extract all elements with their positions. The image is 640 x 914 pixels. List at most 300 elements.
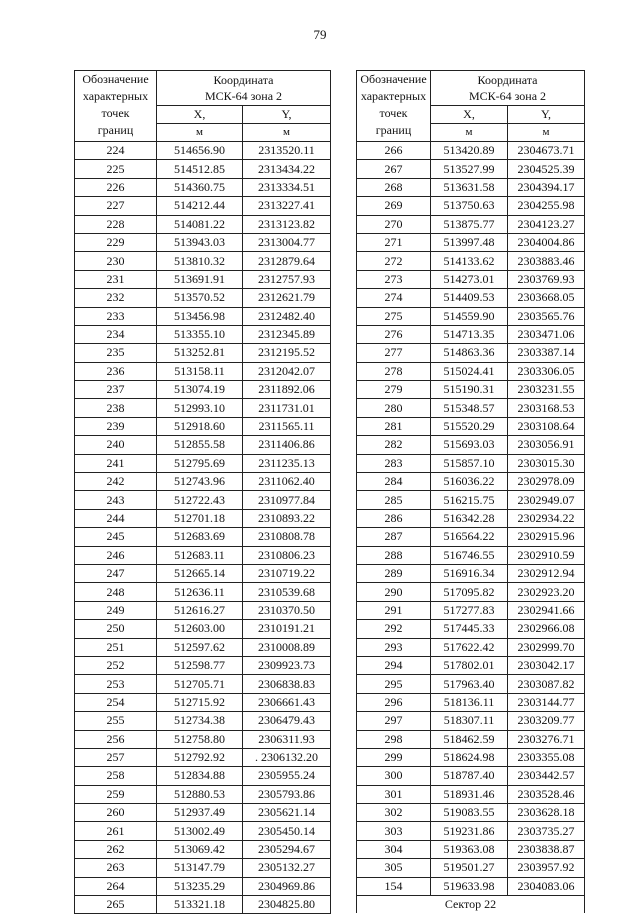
y-coordinate-cell: 2310370.50 [243,601,331,619]
y-coordinate-cell: 2304394.17 [508,178,585,196]
point-id-cell: 246 [75,546,157,564]
x-coordinate-cell: 518787.40 [431,767,508,785]
x-coordinate-cell: 513321.18 [157,896,243,914]
x-axis-header: X, [431,106,508,124]
table-row [357,638,585,656]
point-id-cell: 228 [75,215,157,233]
point-id-cell: 287 [357,528,431,546]
x-coordinate-cell: 519633.98 [431,877,508,895]
table-row [357,509,585,527]
table-row [357,564,585,582]
point-id-cell: 225 [75,160,157,178]
x-coordinate-cell: 512792.92 [157,748,243,766]
table-row [75,270,331,288]
point-id-cell: 262 [75,840,157,858]
x-coordinate-cell: 515520.29 [431,417,508,435]
x-coordinate-cell: 512597.62 [157,638,243,656]
x-coordinate-cell: 513527.99 [431,160,508,178]
x-coordinate-cell: 513691.91 [157,270,243,288]
point-id-cell: 248 [75,583,157,601]
x-coordinate-cell: 512855.58 [157,436,243,454]
table-row [357,252,585,270]
point-id-cell: 270 [357,215,431,233]
x-coordinate-cell: 512598.77 [157,656,243,674]
y-unit-header: м [508,124,585,142]
x-unit-header: м [157,124,243,142]
table-row [75,381,331,399]
table-row [75,252,331,270]
table-row [75,142,331,160]
table-row [75,491,331,509]
y-coordinate-cell: 2313004.77 [243,233,331,251]
table-row [75,804,331,822]
point-id-cell: 265 [75,896,157,914]
y-coordinate-cell: 2310893.22 [243,509,331,527]
table-row [75,840,331,858]
table-row [357,693,585,711]
point-label-header [357,71,431,142]
table-row [75,307,331,325]
y-coordinate-cell: 2304083.06 [508,877,585,895]
table-row [357,270,585,288]
y-coordinate-cell: 2312757.93 [243,270,331,288]
point-id-cell: 237 [75,381,157,399]
x-coordinate-cell: 517802.01 [431,656,508,674]
table-row [75,693,331,711]
y-coordinate-cell: 2312042.07 [243,362,331,380]
y-coordinate-cell: 2304004.86 [508,233,585,251]
y-coordinate-cell: 2302912.94 [508,564,585,582]
table-row [75,583,331,601]
x-coordinate-cell: 518462.59 [431,730,508,748]
x-coordinate-cell: 512705.71 [157,675,243,693]
table-row [357,620,585,638]
point-id-cell: 249 [75,601,157,619]
table-row [75,859,331,877]
y-coordinate-cell: 2305793.86 [243,785,331,803]
y-coordinate-cell: 2311892.06 [243,381,331,399]
sector-caption-row [357,896,585,914]
x-coordinate-cell: 513750.63 [431,197,508,215]
table-row [357,785,585,803]
x-coordinate-cell: 512743.96 [157,473,243,491]
y-coordinate-cell: 2305621.14 [243,804,331,822]
x-coordinate-cell: 517445.33 [431,620,508,638]
point-id-cell: 277 [357,344,431,362]
coordinate-header-line2: МСК-64 зона 2 [468,89,547,103]
coordinate-header-line2: МСК-64 зона 2 [204,89,283,103]
table-row [357,178,585,196]
table-row [75,362,331,380]
table-row [75,638,331,656]
table-row [357,362,585,380]
y-coordinate-cell: 2313227.41 [243,197,331,215]
table-row [75,509,331,527]
y-coordinate-cell: 2305132.27 [243,859,331,877]
x-coordinate-cell: 519501.27 [431,859,508,877]
y-coordinate-cell: 2303957.92 [508,859,585,877]
y-coordinate-cell: 2305294.67 [243,840,331,858]
table-row [75,160,331,178]
table-row [357,473,585,491]
table-row [75,675,331,693]
point-id-cell: 239 [75,417,157,435]
table-row [357,289,585,307]
point-id-cell: 256 [75,730,157,748]
y-coordinate-cell: 2303108.64 [508,417,585,435]
y-coordinate-cell: 2303471.06 [508,325,585,343]
y-coordinate-cell: 2303387.14 [508,344,585,362]
point-id-cell: 300 [357,767,431,785]
table-row [357,730,585,748]
x-coordinate-cell: 514212.44 [157,197,243,215]
table-row [357,233,585,251]
y-coordinate-cell: 2306838.83 [243,675,331,693]
x-coordinate-cell: 512683.11 [157,546,243,564]
point-id-cell: 226 [75,178,157,196]
x-coordinate-cell: 514081.22 [157,215,243,233]
point-id-cell: 295 [357,675,431,693]
x-coordinate-cell: 514512.85 [157,160,243,178]
x-coordinate-cell: 518307.11 [431,712,508,730]
point-label-line1: Обозначение [82,72,149,86]
y-axis-header: Y, [243,106,331,124]
x-coordinate-cell: 512795.69 [157,454,243,472]
y-coordinate-cell: 2303087.82 [508,675,585,693]
x-coordinate-cell: 515024.41 [431,362,508,380]
x-coordinate-cell: 512616.27 [157,601,243,619]
x-coordinate-cell: 512603.00 [157,620,243,638]
y-coordinate-cell: 2305450.14 [243,822,331,840]
y-coordinate-cell: 2313434.22 [243,160,331,178]
y-coordinate-cell: 2304825.80 [243,896,331,914]
y-coordinate-cell: 2310806.23 [243,546,331,564]
y-coordinate-cell: 2302949.07 [508,491,585,509]
x-coordinate-cell: 513069.42 [157,840,243,858]
point-id-cell: 268 [357,178,431,196]
coordinate-header [431,71,585,106]
point-id-cell: 269 [357,197,431,215]
x-coordinate-cell: 518136.11 [431,693,508,711]
point-id-cell: 243 [75,491,157,509]
point-id-cell: 291 [357,601,431,619]
x-coordinate-cell: 518931.46 [431,785,508,803]
y-coordinate-cell: 2303231.55 [508,381,585,399]
x-coordinate-cell: 515693.03 [431,436,508,454]
point-id-cell: 251 [75,638,157,656]
y-coordinate-cell: 2303883.46 [508,252,585,270]
y-coordinate-cell: 2303355.08 [508,748,585,766]
table-row [357,417,585,435]
table-row [357,583,585,601]
page-number: 79 [313,27,327,42]
table-row [357,546,585,564]
x-coordinate-cell: 514133.62 [431,252,508,270]
y-coordinate-cell: 2303528.46 [508,785,585,803]
point-id-cell: 282 [357,436,431,454]
x-coordinate-cell: 517095.82 [431,583,508,601]
table-row [357,656,585,674]
x-unit-header: м [431,124,508,142]
point-id-cell: 294 [357,656,431,674]
x-coordinate-cell: 512758.80 [157,730,243,748]
point-id-cell: 292 [357,620,431,638]
table-row [357,381,585,399]
x-coordinate-cell: 512937.49 [157,804,243,822]
x-coordinate-cell: 512993.10 [157,399,243,417]
y-coordinate-cell: 2304525.39 [508,160,585,178]
point-id-cell: 290 [357,583,431,601]
x-coordinate-cell: 516036.22 [431,473,508,491]
y-coordinate-cell: 2310191.21 [243,620,331,638]
y-coordinate-cell: 2304255.98 [508,197,585,215]
point-id-cell: 242 [75,473,157,491]
coordinate-header [157,71,331,106]
table-row [75,436,331,454]
y-coordinate-cell: 2312482.40 [243,307,331,325]
table-row [75,289,331,307]
x-coordinate-cell: 513810.32 [157,252,243,270]
table-row [357,877,585,895]
y-coordinate-cell: 2302999.70 [508,638,585,656]
x-coordinate-cell: 513997.48 [431,233,508,251]
point-id-cell: 224 [75,142,157,160]
table-row [75,546,331,564]
coordinates-body-right [357,142,585,914]
y-coordinate-cell: 2302934.22 [508,509,585,527]
table-row [357,528,585,546]
y-coordinate-cell: 2311235.13 [243,454,331,472]
y-coordinate-cell: 2309923.73 [243,656,331,674]
point-id-cell: 250 [75,620,157,638]
x-coordinate-cell: 513456.98 [157,307,243,325]
y-coordinate-cell: 2306479.43 [243,712,331,730]
point-label-line3: точек [379,106,408,120]
point-id-cell: 154 [357,877,431,895]
point-id-cell: 260 [75,804,157,822]
table-row [75,877,331,895]
x-coordinate-cell: 513147.79 [157,859,243,877]
point-id-cell: 275 [357,307,431,325]
point-id-cell: 254 [75,693,157,711]
point-label-line1: Обозначение [360,72,427,86]
table-row [75,325,331,343]
point-label-line4: границ [375,123,412,137]
y-coordinate-cell: 2312195.52 [243,344,331,362]
y-coordinate-cell: 2302941.66 [508,601,585,619]
table-row [75,656,331,674]
y-coordinate-cell: 2310719.22 [243,564,331,582]
point-id-cell: 293 [357,638,431,656]
y-coordinate-cell: 2310539.68 [243,583,331,601]
point-id-cell: 232 [75,289,157,307]
x-coordinate-cell: 512665.14 [157,564,243,582]
x-coordinate-cell: 513158.11 [157,362,243,380]
coordinate-header-line1: Координата [477,73,538,87]
x-coordinate-cell: 513631.58 [431,178,508,196]
point-id-cell: 257 [75,748,157,766]
point-id-cell: 252 [75,656,157,674]
point-id-cell: 280 [357,399,431,417]
y-coordinate-cell: 2304123.27 [508,215,585,233]
x-axis-header: X, [157,106,243,124]
point-id-cell: 303 [357,822,431,840]
y-coordinate-cell: 2304673.71 [508,142,585,160]
point-id-cell: 297 [357,712,431,730]
y-coordinate-cell: 2303565.76 [508,307,585,325]
x-coordinate-cell: 519231.86 [431,822,508,840]
x-coordinate-cell: 514273.01 [431,270,508,288]
table-row [357,160,585,178]
point-id-cell: 233 [75,307,157,325]
table-row [357,344,585,362]
point-label-line3: точек [101,106,130,120]
table-row [75,564,331,582]
point-id-cell: 281 [357,417,431,435]
y-coordinate-cell: 2310008.89 [243,638,331,656]
x-coordinate-cell: 514863.36 [431,344,508,362]
point-id-cell: 259 [75,785,157,803]
point-id-cell: 274 [357,289,431,307]
x-coordinate-cell: 513420.89 [431,142,508,160]
table-row [357,491,585,509]
coordinate-header-line1: Координата [213,73,274,87]
table-row [357,748,585,766]
table-row [357,215,585,233]
coordinates-table-right [356,70,585,913]
y-coordinate-cell: 2305955.24 [243,767,331,785]
table-row [75,197,331,215]
y-coordinate-cell: 2303735.27 [508,822,585,840]
y-coordinate-cell: 2302978.09 [508,473,585,491]
y-coordinate-cell: 2302910.59 [508,546,585,564]
point-id-cell: 234 [75,325,157,343]
x-coordinate-cell: 519083.55 [431,804,508,822]
table-row [75,601,331,619]
y-coordinate-cell: 2303769.93 [508,270,585,288]
x-coordinate-cell: 516916.34 [431,564,508,582]
x-coordinate-cell: 513570.52 [157,289,243,307]
point-id-cell: 247 [75,564,157,582]
table-row [357,325,585,343]
x-coordinate-cell: 513074.19 [157,381,243,399]
y-coordinate-cell: 2303276.71 [508,730,585,748]
point-id-cell: 286 [357,509,431,527]
y-coordinate-cell: 2311731.01 [243,399,331,417]
y-coordinate-cell: 2303042.17 [508,656,585,674]
x-coordinate-cell: 513943.03 [157,233,243,251]
point-id-cell: 227 [75,197,157,215]
point-id-cell: 301 [357,785,431,803]
table-row [357,767,585,785]
y-coordinate-cell: 2303442.57 [508,767,585,785]
point-id-cell: 245 [75,528,157,546]
point-id-cell: 271 [357,233,431,251]
y-coordinate-cell: 2303668.05 [508,289,585,307]
point-id-cell: 229 [75,233,157,251]
y-coordinate-cell: 2312879.64 [243,252,331,270]
table-row [75,344,331,362]
table-row [357,307,585,325]
table-row [75,767,331,785]
point-id-cell: 266 [357,142,431,160]
point-id-cell: 253 [75,675,157,693]
x-coordinate-cell: 519363.08 [431,840,508,858]
point-id-cell: 244 [75,509,157,527]
y-coordinate-cell: 2306661.43 [243,693,331,711]
table-row [357,197,585,215]
y-coordinate-cell: 2310808.78 [243,528,331,546]
point-id-cell: 263 [75,859,157,877]
x-coordinate-cell: 512834.88 [157,767,243,785]
table-row [75,822,331,840]
table-row [357,142,585,160]
table-row [75,215,331,233]
point-id-cell: 238 [75,399,157,417]
point-id-cell: 267 [357,160,431,178]
point-id-cell: 258 [75,767,157,785]
table-row [75,730,331,748]
y-coordinate-cell: 2310977.84 [243,491,331,509]
table-row [357,675,585,693]
point-label-header [75,71,157,142]
y-coordinate-cell: 2303838.87 [508,840,585,858]
table-row [75,399,331,417]
point-id-cell: 296 [357,693,431,711]
table-row [75,528,331,546]
y-coordinate-cell: 2306311.93 [243,730,331,748]
point-label-line2: характерных [82,89,149,103]
point-id-cell: 231 [75,270,157,288]
y-coordinate-cell: 2311565.11 [243,417,331,435]
x-coordinate-cell: 513875.77 [431,215,508,233]
table-row [357,859,585,877]
y-unit-header: м [243,124,331,142]
x-coordinate-cell: 516564.22 [431,528,508,546]
point-id-cell: 279 [357,381,431,399]
point-label-line4: границ [97,123,134,137]
x-coordinate-cell: 513355.10 [157,325,243,343]
table-row [357,454,585,472]
y-coordinate-cell: 2311406.86 [243,436,331,454]
x-coordinate-cell: 517622.42 [431,638,508,656]
y-coordinate-cell: 2302915.96 [508,528,585,546]
x-coordinate-cell: 517277.83 [431,601,508,619]
x-coordinate-cell: 514360.75 [157,178,243,196]
x-coordinate-cell: 516746.55 [431,546,508,564]
point-id-cell: 278 [357,362,431,380]
y-coordinate-cell: 2313334.51 [243,178,331,196]
point-id-cell: 298 [357,730,431,748]
y-coordinate-cell: 2313520.11 [243,142,331,160]
point-id-cell: 235 [75,344,157,362]
table-row [75,712,331,730]
x-coordinate-cell: 512880.53 [157,785,243,803]
point-id-cell: 283 [357,454,431,472]
y-coordinate-cell: 2311062.40 [243,473,331,491]
table-row [357,840,585,858]
x-coordinate-cell: 513252.81 [157,344,243,362]
x-coordinate-cell: 512636.11 [157,583,243,601]
x-coordinate-cell: 514409.53 [431,289,508,307]
table-row [357,804,585,822]
point-id-cell: 230 [75,252,157,270]
x-coordinate-cell: 514559.90 [431,307,508,325]
point-id-cell: 284 [357,473,431,491]
y-coordinate-cell: 2302966.08 [508,620,585,638]
y-coordinate-cell: 2312345.89 [243,325,331,343]
point-label-line2: характерных [360,89,427,103]
